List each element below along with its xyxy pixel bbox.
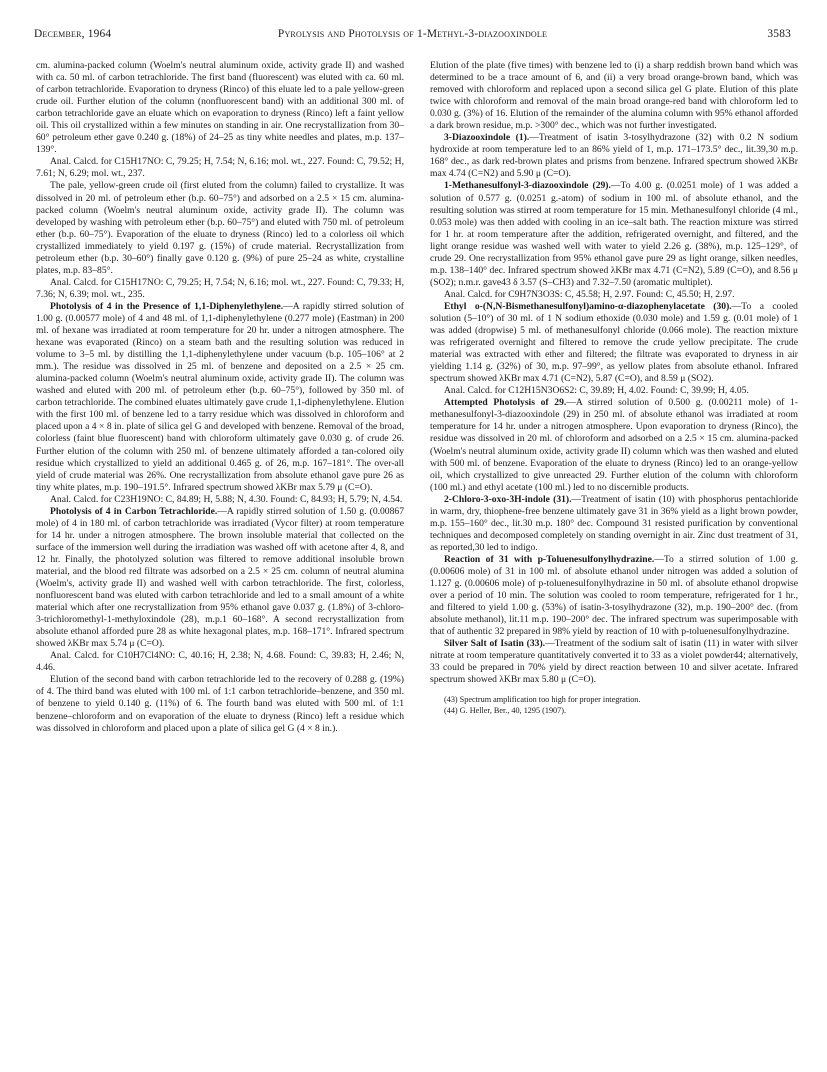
section-heading: Ethyl o-(N,N-Bismethanesulfonyl)amino-α-diazophenylacetate (30). bbox=[444, 300, 732, 312]
section-heading: Photolysis of 4 in the Presence of 1,1-Diphenylethylene. bbox=[50, 300, 284, 312]
paragraph-text: —A stirred solution of 0.500 g. (0.00211 mole) of 1-methanesulfonyl-3-diazooxindole (29) in 250 ml. of absolute ethanol was irradiated at room temperature for 14 hr. under a nitrogen atmosphere. Upon evaporation to dryness (Rinco), the residue was dissolved in 20 ml. of chloroform and adsorbed on a 2.5 × 15 cm. alumina-packed (Woelm's neutral aluminum oxide, activity grade II) column which was then washed and eluted with 500 ml. of benzene. Evaporation of the eluate to dryness (Rinco) led to an orange-yellow oil, which crystallized to give unreacted 29. Further elution of the column with chloroform (100 ml.) and ethyl acetate (100 ml.) led to no discernible products. bbox=[430, 397, 798, 493]
paragraph bbox=[36, 60, 404, 156]
paragraph bbox=[430, 385, 798, 397]
running-header bbox=[34, 28, 791, 46]
section-heading: Reaction of 31 with p-Toluenesulfonylhydrazine. bbox=[444, 553, 655, 565]
paragraph bbox=[36, 674, 404, 734]
header-date: December, 1964 bbox=[34, 28, 112, 40]
paragraph-text: The pale, yellow-green crude oil (first eluted from the column) failed to crystallize. It was dissolved in 20 ml. of petroleum ether (b.p. 60–75°) and adsorbed on a 2.5 × 15 cm. alumina-packed column (Woelm's neutral aluminum oxide, activity grade II). The column was developed by washing with petroleum ether (b.p. 60–75°) and eluted with 750 ml. of petroleum ether (b.p. 60–75°). Evaporation of the eluate to dryness (Rinco) led to a colorless oil which crystallized immediately to yield 0.197 g. (15%) of crude material. Recrystallization from petroleum ether (b.p. 30–60°) finally gave 0.120 g. (9%) of pure 25–24 as white, crystalline plates, m.p. 83–85°. bbox=[36, 180, 404, 276]
paragraph-text: —Treatment of the sodium salt of isatin (11) in water with silver nitrate at room temperature quantitatively converted it to 33 as a violet powder44; alternatively, 33 could be prepared in 70% yield by direct reaction between 10 and silver acetate. Infrared spectrum showed λKBr max 5.80 μ (C=O). bbox=[430, 638, 798, 686]
paragraph-text: —To a cooled solution (5–10°) of 30 ml. of 1 N sodium ethoxide (0.030 mole) and 1.59 g. (0.01 mole) of 1 was added (dropwise) 5 ml. of methanesulfonyl chloride (0.066 mole). The reaction mixture was refrigerated overnight and filtered to remove the crude yellow precipitate. The crude material was extracted with ether and filtered; the filtrate was evaporated to dryness in air yielding 1.14 g. (32%) of 30, m.p. 97–99°, as yellow plates from absolute ethanol. Infrared spectrum showed λKBr max 4.71 (C=N2), 5.87 (C=O), and 8.59 μ (SO2). bbox=[430, 300, 798, 385]
page-number: 3583 bbox=[767, 28, 791, 40]
paragraph bbox=[430, 289, 798, 301]
left-column bbox=[36, 60, 404, 735]
footnote: (44) G. Heller, Ber., 40, 1295 (1907). bbox=[444, 705, 567, 715]
header-title: Pyrolysis and Photolysis of 1-Methyl-3-diazooxindole bbox=[277, 28, 548, 40]
paragraph bbox=[36, 301, 404, 494]
paragraph bbox=[430, 554, 798, 638]
paragraph-text: —Treatment of isatin (10) with phosphorus pentachloride in warm, dry, thiophene-free benzene ultimately gave 31 in 36% yield as a light brown powder, m.p. 155–160° dec., lit.30 m.p. 180° dec. Compound 31 resisted purification by conventional techniques and decomposed completely on standing overnight in air. Zinc dust treatment of 31, as reported,30 led to indigo. bbox=[430, 493, 798, 553]
paragraph bbox=[36, 180, 404, 276]
paragraph bbox=[430, 180, 798, 288]
footnote: (43) Spectrum amplification too high for proper integration. bbox=[444, 695, 641, 705]
section-heading: 1-Methanesulfonyl-3-diazooxindole (29). bbox=[444, 180, 611, 192]
section-heading: 3-Diazooxindole (1). bbox=[444, 132, 530, 144]
paragraph bbox=[430, 494, 798, 554]
paragraph bbox=[36, 277, 404, 301]
paragraph-text: Anal. Calcd. for C15H17NO: C, 79.25; H, 7.54; N, 6.16; mol. wt., 227. Found: C, 79.52; H, 7.61; N, 6.29; mol. wt., 237. bbox=[36, 156, 404, 180]
paragraph-text: Anal. Calcd. for C23H19NO: C, 84.89; H, 5.88; N, 4.30. Found: C, 84.93; H, 5.79; N, 4.54. bbox=[50, 493, 403, 505]
section-heading: Silver Salt of Isatin (33). bbox=[444, 638, 546, 650]
paragraph bbox=[36, 506, 404, 651]
paragraph-text: Elution of the plate (five times) with benzene led to (i) a sharp reddish brown band which was determined to be a trace amount of 6, and (ii) a very broad orange-brown band, which was removed with chloroform and replaced upon a second silica gel G plate. Elution of this plate twice with chloroform and removal of the main broad orange-red band with chloroform led to 0.030 g. (3%) of 16. Elution of the remainder of the alumina column with 95% ethanol afforded a dark brown residue, m.p. >300° dec., which was not further investigated. bbox=[430, 60, 798, 132]
right-column-body bbox=[430, 60, 798, 686]
paragraph bbox=[430, 60, 798, 132]
paragraph-text: Elution of the second band with carbon tetrachloride led to the recovery of 0.288 g. (19%) of 4. The third band was eluted with 100 ml. of 1:1 carbon tetrachloride–benzene, and 350 ml. of benzene to yield 0.140 g. (11%) of 6. The fourth band was eluted with 500 ml. of 1:1 benzene–chloroform and on evaporation of the eluate to dryness (Rinco) left a residue which was dissolved in chloroform and placed upon a plate of silica gel G (4 × 8 in.). bbox=[36, 674, 404, 734]
paragraph-text: Anal. Calcd. for C10H7Cl4NO: C, 40.16; H, 2.38; N, 4.68. Found: C, 39.83; H, 2.46; N, 4.46. bbox=[36, 650, 404, 674]
paragraph-text: cm. alumina-packed column (Woelm's neutral aluminum oxide, activity grade II) and washed with ca. 50 ml. of carbon tetrachloride. The first band (fluorescent) was eluted with ca. 60 ml. of carbon tetrachloride. Evaporation to dryness (Rinco) of this eluate led to a pale yellow-green crude oil. Further elution of the column (nonfluorescent band) with an additional 300 ml. of carbon tetrachloride gave an eluate which on evaporation to dryness (Rinco) left a faint yellow oil. This oil crystallized within a few minutes on standing in air. One recrystallization from 30–60° petroleum ether gave 0.240 g. (18%) of 24–25 as tiny white needles and plates, m.p. 137–139°. bbox=[36, 60, 404, 156]
paragraph-text: Anal. Calcd. for C12H15N3O6S2: C, 39.89; H, 4.02. Found: C, 39.99; H, 4.05. bbox=[444, 385, 749, 397]
paragraph-text: —To 4.00 g. (0.0251 mole) of 1 was added a solution of 0.577 g. (0.0251 g.-atom) of sodium in 100 ml. of absolute ethanol, and the resulting solution was stirred at room temperature for 15 min. Methanesulfonyl chloride (4 ml., 0.053 mole) was then added with cooling in an ice–salt bath. The reaction mixture was stirred for 1 hr. at room temperature after the addition, refrigerated overnight, and filtered, and the light orange residue was washed well with water to yield 2.26 g. (38%), m.p. 125–129°, of crude 29. One recrystallization from 95% ethanol gave pure 29 as light orange, silken needles, m.p. 138–140° dec. Infrared spectrum showed λKBr max 4.71 (C=N2), 5.89 (C=O), and 8.56 μ (SO2); n.m.r. gave43 δ 3.57 (S–CH3) and 7.32–7.50 (aromatic multiplet). bbox=[430, 180, 798, 288]
footnotes bbox=[430, 695, 798, 716]
paragraph bbox=[36, 494, 404, 506]
paragraph bbox=[36, 650, 404, 674]
paragraph-text: —A rapidly stirred solution of 1.00 g. (0.00577 mole) of 4 and 48 ml. of 1,1-diphenylethylene (0.277 mole) (Eastman) in 200 ml. of hexane was irradiated at room temperature for 20 hr. under a nitrogen atmosphere. The hexane was evaporated (Rinco) on a steam bath and the resulting solution was reduced in volume to 3–5 ml. by distilling the 1,1-diphenylethylene under vacuum (b.p. 105–106° at 2 mm.). The residue was dissolved in 25 ml. of benzene and deposited on a 2.5 × 25 cm. alumina-packed column (Woelm's neutral aluminum oxide, activity grade II). The column was washed and eluted with 200 ml. of petroleum ether (b.p. 60–75°), followed by 350 ml. of carbon tetrachloride. The combined eluates ultimately gave crude 1,1-diphenylethylene. Elution with the first 100 ml. of benzene led to a tarry residue which was dissolved in chloroform and placed upon a 4 × 8 in. plate of silica gel G and developed with benzene. Removal of the broad, colorless (faint blue fluorescent) band with chloroform ultimately gave 0.030 g. of crude 26. Further elution of the column with 250 ml. of benzene ultimately afforded a tan-colored oily residue which crystallized to yield an additional 0.465 g. of 26, m.p. 167–181°. The over-all yield of crude material was 26%. One recrystallization from absolute ethanol gave pure 26 as tiny white plates, m.p. 190–191.5°. Infrared spectrum showed λKBr max 5.79 μ (C=O). bbox=[36, 300, 404, 493]
section-heading: Attempted Photolysis of 29. bbox=[444, 397, 567, 409]
paragraph-text: Anal. Calcd. for C15H17NO: C, 79.25; H, 7.54; N, 6.16; mol. wt., 227. Found: C, 79.33; H, 7.36; N, 6.39; mol. wt., 235. bbox=[36, 276, 404, 300]
section-heading: Photolysis of 4 in Carbon Tetrachloride. bbox=[50, 505, 218, 517]
paragraph-text: —Treatment of isatin 3-tosylhydrazone (32) with 0.2 N sodium hydroxide at room temperature led to an 86% yield of 1, m.p. 171–173.5° dec., lit.39,30 m.p. 168° dec., as dark red-brown plates and prisms from benzene. Infrared spectrum showed λKBr max 4.74 (C=N2) and 5.90 μ (C=O). bbox=[430, 132, 798, 180]
paragraph bbox=[430, 132, 798, 180]
paragraph-text: —A rapidly stirred solution of 1.50 g. (0.00867 mole) of 4 in 180 ml. of carbon tetrachloride was irradiated (Vycor filter) at room temperature for 14 hr. under a nitrogen atmosphere. The brown insoluble material that collected on the surface of the immersion well during the irradiation was washed off with acetone after 4, 8, and 12 hr. Finally, the photolyzed solution was filtered to remove additional insoluble brown material, and the blood red filtrate was adsorbed on a 2.5 × 25 cm. column of neutral alumina (Woelm's, activity grade II) and washed well with carbon tetrachloride. The first, colorless, nonfluorescent band was eluted with carbon tetrachloride and led to a small amount of a white material which after one recrystallization from 95% ethanol gave 0.037 g. (1.8%) of 3-chloro-3-trichloromethyl-1-methyloxindole (28), m.p.1 60–168°. A second recrystallization from absolute ethanol afforded pure 28 as white hexagonal plates, m.p. 168–171°. Infrared spectrum showed λKBr max 5.74 μ (C=O). bbox=[36, 505, 404, 650]
paragraph bbox=[36, 156, 404, 180]
section-heading: 2-Chloro-3-oxo-3H-indole (31). bbox=[444, 493, 572, 505]
paragraph bbox=[430, 397, 798, 493]
paragraph-text: Anal. Calcd. for C9H7N3O3S: C, 45.58; H, 2.97. Found: C, 45.50; H, 2.97. bbox=[444, 288, 735, 300]
paragraph bbox=[430, 301, 798, 385]
right-column bbox=[430, 60, 798, 716]
paragraph-text: —To a stirred solution of 1.00 g. (0.00606 mole) of 31 in 100 ml. of absolute ethanol under nitrogen was added a solution of 1.127 g. (0.00606 mole) of p-toluenesulfonylhydrazine in 50 ml. of absolute ethanol dropwise over a period of 10 min. The solution was cooled to room temperature, refrigerated for 1 hr., and filtered to yield 1.00 g. (53%) of isatin-3-tosylhydrazone (32), m.p. 190–200° dec. (from absolute methanol), lit.11 m.p. 190–200° dec. The infrared spectrum was superimposable with that of authentic 32 prepared in 98% yield by reaction of 10 with p-toluenesulfonylhydrazine. bbox=[430, 553, 798, 638]
paragraph bbox=[430, 638, 798, 686]
